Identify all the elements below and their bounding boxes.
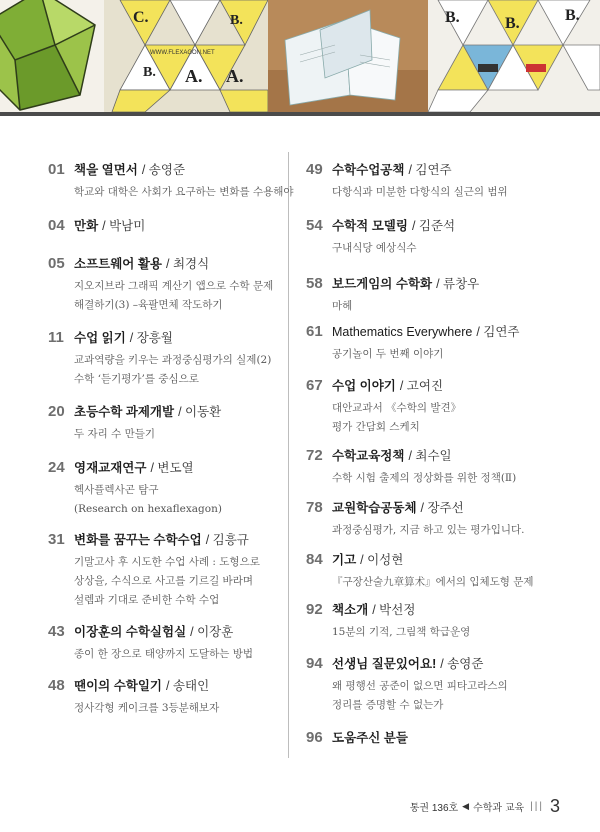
article-summary: 15분의 기적, 그림책 학급운영 bbox=[332, 626, 471, 638]
toc-entry[interactable] bbox=[306, 376, 568, 437]
article-summary: 마헤 bbox=[332, 300, 353, 312]
toc-entry[interactable] bbox=[48, 622, 310, 664]
toc-entry[interactable] bbox=[48, 676, 310, 718]
toc-entry[interactable] bbox=[48, 402, 310, 444]
toc-entry[interactable] bbox=[48, 328, 310, 389]
article-title: 변화를 꿈꾸는 수학수업 bbox=[74, 533, 202, 547]
page-number: 04 bbox=[48, 217, 65, 234]
article-author: / 장흥월 bbox=[129, 331, 173, 345]
article-author: / 류창우 bbox=[436, 277, 480, 291]
page-number: 31 bbox=[48, 531, 65, 548]
article-summary: 상상을, 수식으로 사고를 기르길 바라며 bbox=[74, 575, 253, 587]
triangle-left-icon: ◀ bbox=[462, 801, 470, 811]
article-summary: 왜 평행선 공준이 없으면 피타고라스의 bbox=[332, 680, 508, 692]
page-number: 20 bbox=[48, 403, 65, 420]
page-number: 24 bbox=[48, 459, 65, 476]
article-summary: 두 자리 수 만들기 bbox=[74, 428, 156, 440]
article-title: 책을 열면서 bbox=[74, 163, 138, 177]
article-author: / 이장훈 bbox=[190, 625, 234, 639]
header-rule bbox=[0, 112, 600, 116]
article-author: / 김연주 bbox=[476, 325, 520, 339]
article-summary: 교과역량을 키우는 과정중심평가의 실제(2) bbox=[74, 354, 272, 366]
article-author: / 송태인 bbox=[166, 679, 210, 693]
page-number: 92 bbox=[306, 601, 323, 618]
toc-entry[interactable] bbox=[306, 274, 568, 316]
article-author: / 김흥규 bbox=[205, 533, 249, 547]
toc-entry[interactable] bbox=[48, 530, 310, 610]
toc-entry[interactable] bbox=[306, 160, 568, 202]
article-summary: 설렘과 기대로 준비한 수학 수업 bbox=[74, 594, 220, 606]
page-number: 61 bbox=[306, 323, 323, 340]
article-summary: 공기놀이 두 번째 이야기 bbox=[332, 348, 444, 360]
toc-entry[interactable] bbox=[48, 254, 310, 315]
article-title: 수학적 모델링 bbox=[332, 219, 408, 233]
article-title: 초등수학 과제개발 bbox=[74, 405, 175, 419]
article-summary: 구내식당 예상식수 bbox=[332, 242, 417, 254]
column-divider bbox=[288, 152, 289, 758]
article-title: 소프트웨어 활용 bbox=[74, 257, 162, 271]
article-summary: 정리를 증명할 수 없는가 bbox=[332, 699, 444, 711]
article-summary: 평가 간담회 스케치 bbox=[332, 421, 420, 433]
toc-entry[interactable] bbox=[306, 446, 568, 488]
article-author: / 장주선 bbox=[420, 501, 464, 515]
article-summary: 학교와 대학은 사회가 요구하는 변화를 수용해야 bbox=[74, 186, 294, 198]
banner-letter: B. bbox=[565, 7, 580, 24]
article-title: 수업 이야기 bbox=[332, 379, 396, 393]
article-title: 책소개 bbox=[332, 603, 369, 617]
article-title: 만화 bbox=[74, 219, 99, 233]
article-title: 영재교재연구 bbox=[74, 461, 147, 475]
banner-letter: B. bbox=[505, 15, 520, 32]
article-author: / 이동환 bbox=[178, 405, 222, 419]
article-summary: 다항식과 미분한 다항식의 실근의 범위 bbox=[332, 186, 508, 198]
separator-bars: ||| bbox=[530, 801, 544, 812]
article-summary: 대안교과서 《수학의 발견》 bbox=[332, 402, 462, 414]
article-author: / 김연주 bbox=[408, 163, 452, 177]
toc-entry[interactable] bbox=[306, 550, 568, 592]
article-summary: 지오지브라 그래픽 계산기 앱으로 수학 문제 bbox=[74, 280, 274, 292]
article-summary: (Research on hexaflexagon) bbox=[74, 503, 222, 515]
banner-letter: A. bbox=[185, 66, 203, 86]
article-author: / 김준석 bbox=[411, 219, 456, 233]
article-author: / 최경식 bbox=[166, 257, 210, 271]
header-photo-banner bbox=[0, 0, 600, 112]
page-number: 78 bbox=[306, 499, 323, 516]
article-summary: 수학 시험 출제의 정상화를 위한 정책(Ⅱ) bbox=[332, 472, 517, 484]
polyhedron-photo bbox=[0, 0, 112, 112]
article-title: 이장훈의 수학실험실 bbox=[74, 625, 187, 639]
page-number: 05 bbox=[48, 255, 65, 272]
article-title: 수학수업공책 bbox=[332, 163, 405, 177]
toc-entry[interactable] bbox=[48, 160, 310, 202]
article-title: Mathematics Everywhere bbox=[332, 325, 473, 339]
article-author: / 이성현 bbox=[360, 553, 404, 567]
article-summary: 기말고사 후 시도한 수업 사례 : 도형으로 bbox=[74, 556, 260, 568]
article-author: / 박선정 bbox=[372, 603, 416, 617]
page-number: 96 bbox=[306, 729, 323, 746]
page-number: 01 bbox=[48, 161, 65, 178]
banner-letter: B. bbox=[230, 13, 243, 28]
toc-entry[interactable] bbox=[306, 216, 568, 258]
article-summary: 『구장산술九章算术』에서의 입체도형 문제 bbox=[332, 576, 534, 588]
article-author: / 송영준 bbox=[440, 657, 484, 671]
page-number: 11 bbox=[48, 329, 64, 346]
banner-url: WWW.FLEXAGON.NET bbox=[150, 50, 215, 56]
article-author: / 고여진 bbox=[399, 379, 444, 393]
article-summary: 과정중심평가, 지금 하고 있는 평가입니다. bbox=[332, 524, 525, 536]
banner-letter: C. bbox=[133, 9, 149, 26]
toc-entry[interactable] bbox=[48, 216, 310, 234]
article-title: 수업 읽기 bbox=[74, 331, 126, 345]
hexaflexagon-a-photo bbox=[104, 0, 268, 112]
folded-book-photo bbox=[268, 0, 428, 112]
toc-entry[interactable] bbox=[306, 654, 568, 715]
article-summary: 헥사플렉사곤 탐구 bbox=[74, 484, 159, 496]
toc-entry[interactable] bbox=[48, 458, 310, 519]
article-title: 보드게임의 수학화 bbox=[332, 277, 433, 291]
banner-letter: B. bbox=[445, 9, 460, 26]
issue-number: 통권 136호 bbox=[409, 803, 459, 814]
page-number: 67 bbox=[306, 377, 323, 394]
page-number: 49 bbox=[306, 161, 323, 178]
toc-entry[interactable] bbox=[306, 498, 568, 540]
toc-entry[interactable] bbox=[306, 600, 568, 642]
article-title: 땐이의 수학일기 bbox=[74, 679, 162, 693]
article-author: / 박남미 bbox=[102, 219, 146, 233]
article-summary: 종이 한 장으로 태양까지 도달하는 방법 bbox=[74, 648, 253, 660]
page-number: 72 bbox=[306, 447, 323, 464]
page-number: 84 bbox=[306, 551, 323, 568]
page-number: 94 bbox=[306, 655, 323, 672]
article-title: 교원학습공동체 bbox=[332, 501, 417, 515]
article-title: 기고 bbox=[332, 553, 357, 567]
banner-letter: B. bbox=[143, 65, 156, 80]
toc-entry[interactable] bbox=[306, 322, 568, 364]
article-author: / 송영준 bbox=[141, 163, 186, 177]
article-title: 도움주신 분들 bbox=[332, 731, 408, 745]
article-author: / 변도열 bbox=[150, 461, 194, 475]
page-number: 48 bbox=[48, 677, 65, 694]
article-title: 수학교육정책 bbox=[332, 449, 405, 463]
article-title: 선생님 질문있어요! bbox=[332, 657, 437, 671]
article-summary: 해결하기(3) –육팔면체 작도하기 bbox=[74, 299, 223, 311]
article-summary: 수학 ‘듣기평가’를 중심으로 bbox=[74, 373, 199, 385]
magazine-name: 수학과 교육 bbox=[473, 803, 525, 814]
page-number-footer: 3 bbox=[549, 796, 560, 816]
page-number: 58 bbox=[306, 275, 323, 292]
toc-entry[interactable] bbox=[306, 728, 568, 746]
page-footer bbox=[410, 796, 560, 817]
page-number: 43 bbox=[48, 623, 65, 640]
article-summary: 정사각형 케이크를 3등분해보자 bbox=[74, 702, 220, 714]
page-number: 54 bbox=[306, 217, 323, 234]
article-author: / 최수일 bbox=[408, 449, 452, 463]
hexaflexagon-b-photo bbox=[428, 0, 600, 112]
banner-letter: A. bbox=[226, 66, 244, 86]
